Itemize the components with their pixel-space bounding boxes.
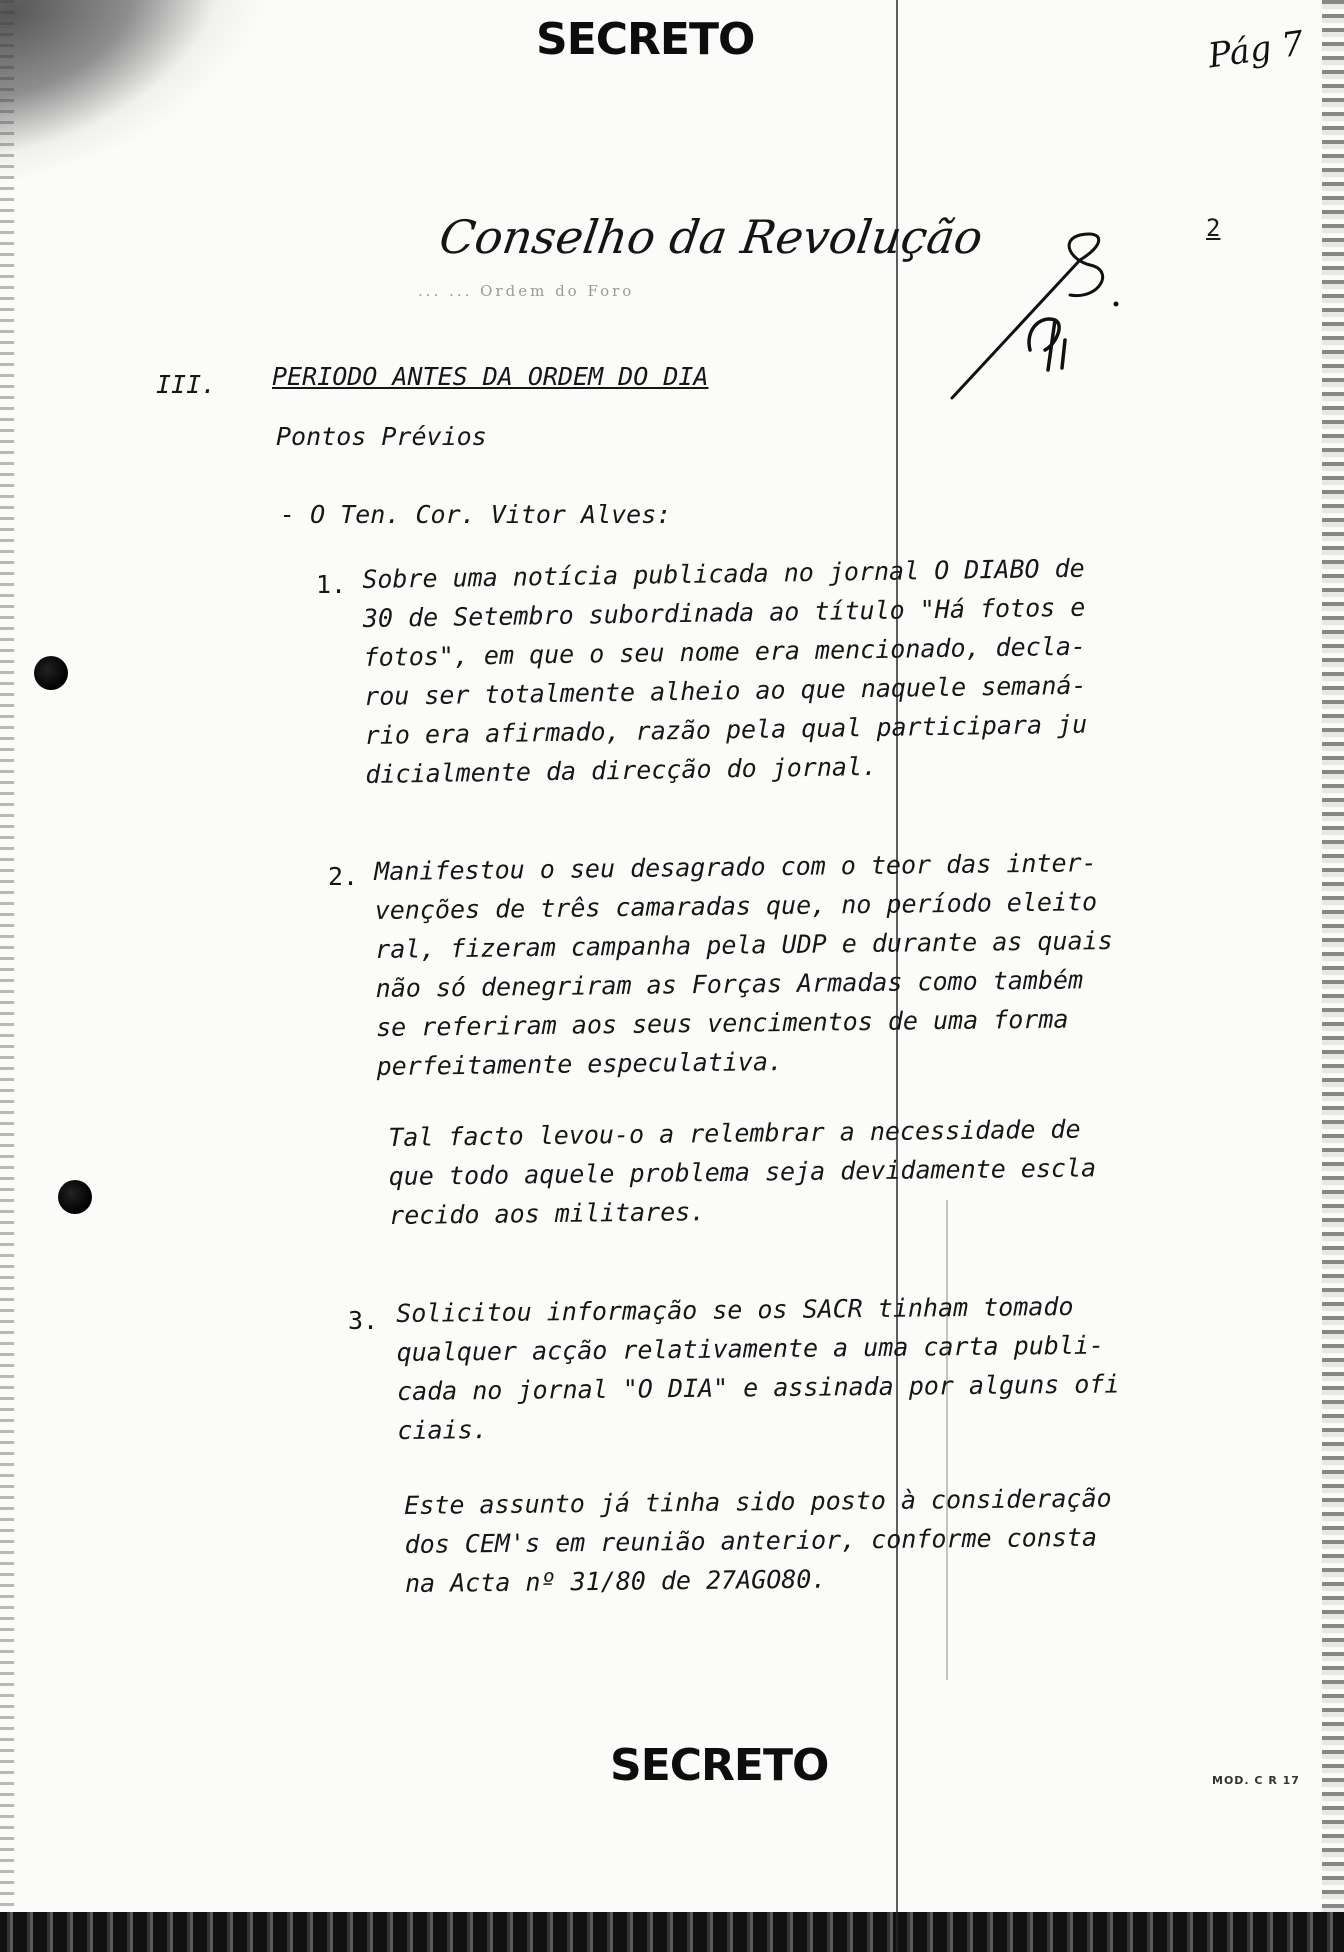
section-subtitle: Pontos Prévios: [276, 422, 487, 451]
item-3-text: [396, 1286, 1120, 1450]
item-number-1: 1.: [316, 570, 347, 599]
handwritten-signature: [930, 220, 1130, 410]
item-2-line: Manifestou o seu desagrado com o teor das inter-: [374, 848, 1097, 886]
item-2-line: venções de três camaradas que, no período eleito: [374, 887, 1098, 925]
item-2-line: ral, fizeram campanha pela UDP e durante as quais: [375, 925, 1113, 964]
scan-left-edge: [0, 0, 14, 1952]
secreto-stamp-bottom: SECRETO: [610, 1740, 829, 1791]
item-3-continuation: [404, 1479, 1113, 1603]
item-3-line: Solicitou informação se os SACR tinham tomado: [396, 1291, 1074, 1328]
item-3-line: qualquer acção relativamente a uma carta publi-: [396, 1330, 1105, 1367]
punch-hole-bottom: [58, 1180, 92, 1214]
item-2-line: não só denegriram as Forças Armadas como também: [375, 965, 1084, 1003]
item-1-line: 30 de Setembro subordinada ao título "Há fotos e: [362, 592, 1086, 633]
item-3-line: ciais.: [397, 1415, 488, 1445]
item-2-text: [374, 843, 1114, 1086]
item-1-line: rio era afirmado, razão pela qual participara ju: [364, 709, 1088, 750]
section-title: PERIODO ANTES DA ORDEM DO DIA: [272, 362, 709, 391]
item-2-continuation-line: Tal facto levou-o a relembrar a necessidade de: [388, 1114, 1081, 1152]
scan-shadow-corner: [0, 0, 303, 185]
item-1-line: fotos", em que o seu nome era mencionado, decla-: [363, 631, 1087, 672]
scan-right-edge: [1322, 0, 1344, 1952]
item-2-continuation-line: que todo aquele problema seja devidamente escla: [388, 1153, 1097, 1191]
item-3-line: cada no jornal "O DIA" e assinada por alguns ofi: [396, 1369, 1120, 1406]
item-1-line: dicialmente da direcção do jornal.: [365, 751, 878, 789]
section-number: III.: [156, 370, 217, 399]
item-3-continuation-line: na Acta nº 31/80 de 27AGO80.: [404, 1564, 827, 1598]
item-1-text: [362, 549, 1088, 794]
form-code: MOD. C R 17: [1212, 1774, 1300, 1787]
item-2-line: se referiram aos seus vencimentos de uma forma: [375, 1004, 1069, 1042]
item-number-3: 3.: [348, 1306, 379, 1335]
item-2-continuation-line: recido aos militares.: [389, 1197, 706, 1230]
punch-hole-top: [34, 656, 68, 690]
speaker-heading: - O Ten. Cor. Vitor Alves:: [280, 500, 672, 529]
item-3-continuation-line: dos CEM's em reunião anterior, conforme consta: [404, 1522, 1098, 1559]
page-number: 2: [1206, 214, 1221, 242]
handwritten-page-note: Pág 7: [1205, 23, 1307, 77]
letterhead-title: Conselho da Revolução: [436, 210, 987, 264]
item-1-line: Sobre uma notícia publicada no jornal O DIABO de: [362, 553, 1085, 594]
item-3-continuation-line: Este assunto já tinha sido posto à consideração: [404, 1483, 1112, 1520]
item-2-line: perfeitamente especulativa.: [376, 1047, 784, 1081]
letterhead-subtitle: ... ... Ordem do Foro: [418, 282, 635, 300]
secreto-stamp-top: SECRETO: [536, 14, 755, 65]
scan-bottom-edge: [0, 1912, 1344, 1952]
item-number-2: 2.: [328, 862, 359, 891]
item-2-continuation: [388, 1109, 1097, 1235]
item-1-line: rou ser totalmente alheio ao que naquele semaná-: [363, 670, 1087, 711]
